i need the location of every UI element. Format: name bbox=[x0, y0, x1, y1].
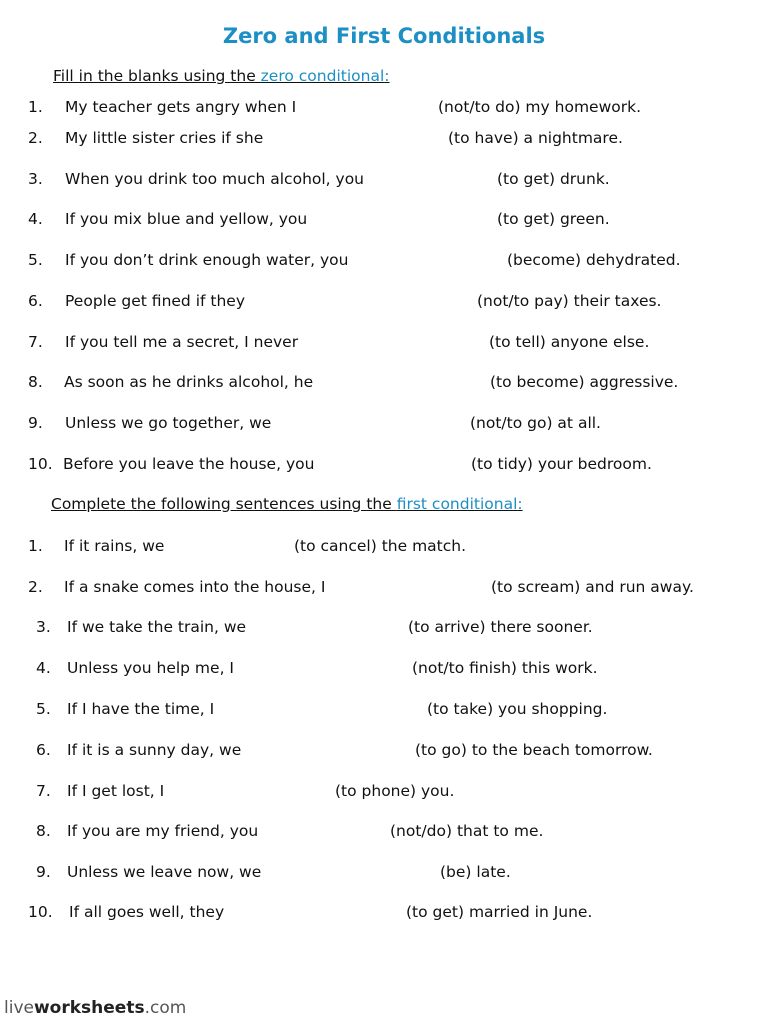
item-hint: (to scream) and run away. bbox=[491, 578, 694, 596]
logo-suffix: .com bbox=[144, 998, 187, 1018]
item-number: 1. bbox=[28, 98, 43, 116]
item-sentence: If all goes well, they bbox=[69, 903, 225, 921]
item-number: 8. bbox=[28, 373, 43, 391]
item-hint: (to get) drunk. bbox=[497, 170, 610, 188]
item-sentence: If I have the time, I bbox=[67, 700, 215, 718]
item-number: 2. bbox=[28, 578, 43, 596]
item-sentence: People get fined if they bbox=[65, 292, 245, 310]
item-sentence: Unless you help me, I bbox=[67, 659, 234, 677]
item-number: 8. bbox=[36, 822, 51, 840]
section2-instruction bbox=[51, 495, 523, 513]
item-hint: (to cancel) the match. bbox=[294, 537, 467, 555]
item-number: 6. bbox=[28, 292, 43, 310]
item-number: 4. bbox=[28, 210, 43, 228]
item-hint: (to get) green. bbox=[497, 210, 610, 228]
section2-instruction-colon: : bbox=[517, 495, 523, 513]
item-hint: (not/to do) my homework. bbox=[438, 98, 642, 116]
item-sentence: If it is a sunny day, we bbox=[67, 741, 242, 759]
item-hint: (not/to pay) their taxes. bbox=[477, 292, 662, 310]
item-hint: (not/to finish) this work. bbox=[412, 659, 598, 677]
item-sentence: Unless we go together, we bbox=[65, 414, 272, 432]
item-sentence: If you don’t drink enough water, you bbox=[65, 251, 349, 269]
item-number: 9. bbox=[28, 414, 43, 432]
item-hint: (become) dehydrated. bbox=[507, 251, 681, 269]
item-number: 5. bbox=[36, 700, 51, 718]
item-sentence: If we take the train, we bbox=[67, 618, 247, 636]
item-hint: (not/to go) at all. bbox=[470, 414, 601, 432]
item-hint: (to tidy) your bedroom. bbox=[471, 455, 652, 473]
item-hint: (not/do) that to me. bbox=[390, 822, 544, 840]
item-number: 10. bbox=[28, 455, 53, 473]
section2-instruction-text: Complete the following sentences using the bbox=[51, 495, 397, 513]
item-sentence: If I get lost, I bbox=[67, 782, 165, 800]
item-number: 6. bbox=[36, 741, 51, 759]
section1-instruction-colon: : bbox=[384, 67, 390, 85]
item-number: 10. bbox=[28, 903, 53, 921]
section1-instruction bbox=[53, 67, 390, 85]
item-hint: (to go) to the beach tomorrow. bbox=[415, 741, 653, 759]
item-sentence: If it rains, we bbox=[64, 537, 165, 555]
item-number: 7. bbox=[36, 782, 51, 800]
item-hint: (to have) a nightmare. bbox=[448, 129, 623, 147]
section1-instruction-text: Fill in the blanks using the bbox=[53, 67, 261, 85]
item-sentence: If you are my friend, you bbox=[67, 822, 259, 840]
item-sentence: As soon as he drinks alcohol, he bbox=[64, 373, 314, 391]
item-sentence: If a snake comes into the house, I bbox=[64, 578, 326, 596]
item-hint: (to take) you shopping. bbox=[427, 700, 608, 718]
item-sentence: Before you leave the house, you bbox=[63, 455, 315, 473]
item-sentence: When you drink too much alcohol, you bbox=[65, 170, 365, 188]
liveworksheets-logo bbox=[4, 998, 186, 1018]
item-number: 3. bbox=[36, 618, 51, 636]
item-number: 2. bbox=[28, 129, 43, 147]
zero-conditional-link: zero conditional bbox=[260, 67, 385, 85]
logo-prefix: live bbox=[4, 998, 34, 1018]
item-sentence: My little sister cries if she bbox=[65, 129, 264, 147]
item-hint: (be) late. bbox=[440, 863, 511, 881]
item-number: 3. bbox=[28, 170, 43, 188]
item-number: 7. bbox=[28, 333, 43, 351]
item-number: 4. bbox=[36, 659, 51, 677]
item-number: 1. bbox=[28, 537, 43, 555]
item-hint: (to phone) you. bbox=[335, 782, 455, 800]
item-sentence: If you tell me a secret, I never bbox=[65, 333, 299, 351]
item-number: 5. bbox=[28, 251, 43, 269]
item-sentence: If you mix blue and yellow, you bbox=[65, 210, 308, 228]
item-hint: (to become) aggressive. bbox=[490, 373, 679, 391]
page-title: Zero and First Conditionals bbox=[222, 24, 546, 48]
item-hint: (to get) married in June. bbox=[406, 903, 593, 921]
item-hint: (to tell) anyone else. bbox=[489, 333, 650, 351]
item-sentence: Unless we leave now, we bbox=[67, 863, 262, 881]
first-conditional-link: first conditional bbox=[396, 495, 518, 513]
logo-brand: worksheets bbox=[33, 998, 145, 1018]
item-hint: (to arrive) there sooner. bbox=[408, 618, 593, 636]
item-number: 9. bbox=[36, 863, 51, 881]
item-sentence: My teacher gets angry when I bbox=[65, 98, 297, 116]
